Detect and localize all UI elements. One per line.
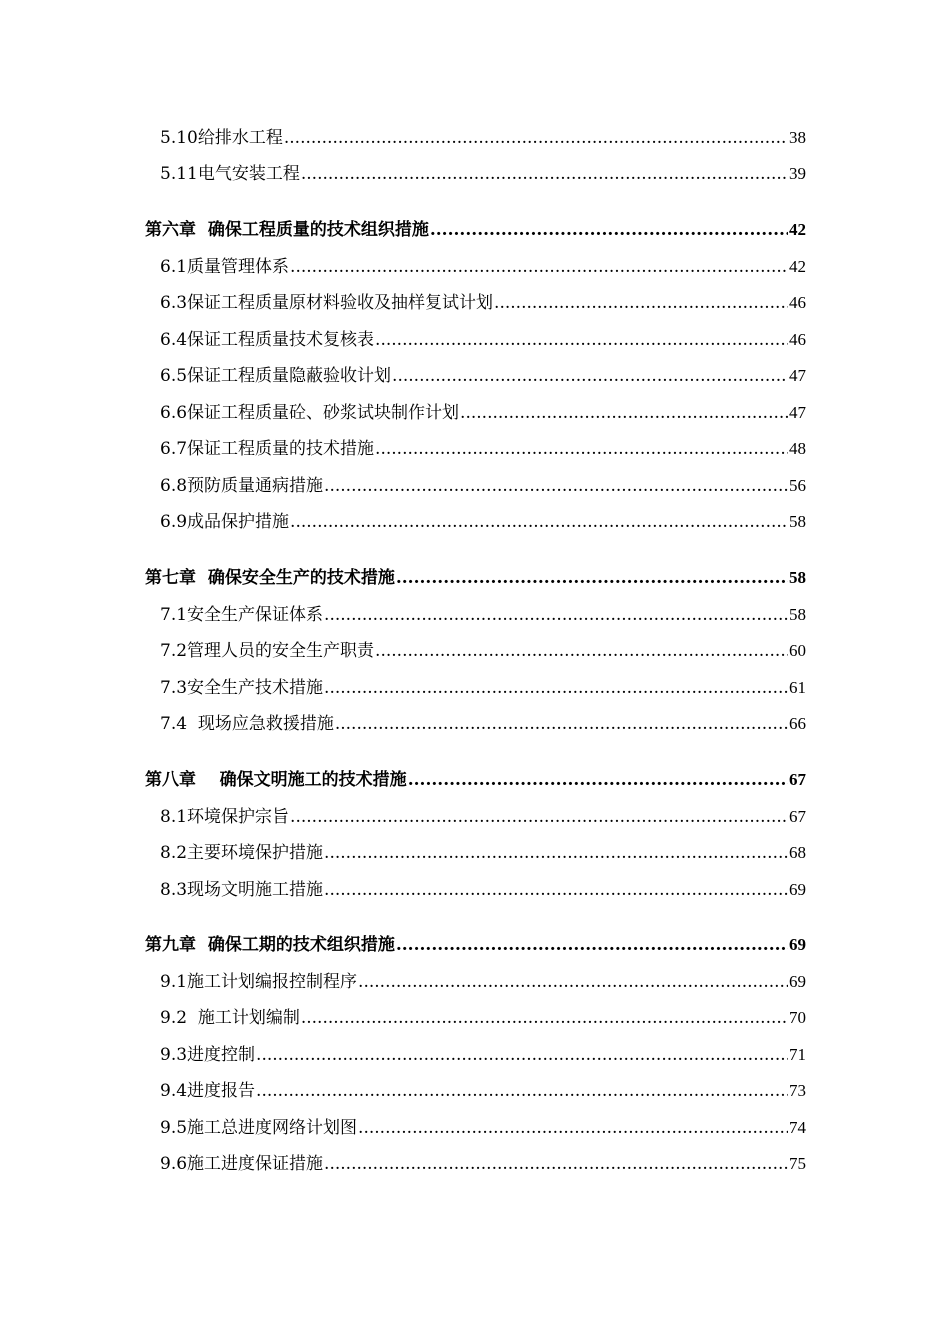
toc-entry-title: 9.6施工进度保证措施 <box>160 1154 324 1174</box>
toc-page-number: 70 <box>789 1008 806 1027</box>
toc-page-number: 58 <box>789 512 806 531</box>
toc-section-entry[interactable] <box>160 510 806 534</box>
toc-page-number: 75 <box>789 1154 806 1173</box>
toc-entry-title: 6.9成品保护措施 <box>160 512 290 532</box>
toc-page-number: 67 <box>789 770 806 789</box>
toc-page-number: 61 <box>789 678 806 697</box>
toc-page-number: 67 <box>789 807 806 826</box>
dot-leader <box>324 1152 788 1176</box>
toc-entry-title: 7.1安全生产保证体系 <box>160 605 324 625</box>
toc-page-number: 42 <box>789 257 806 276</box>
toc-entry-title: 5.10给排水工程 <box>160 128 283 148</box>
toc-section-entry[interactable] <box>160 162 806 186</box>
toc-entry-title: 第八章 确保文明施工的技术措施 <box>145 770 407 790</box>
toc-page-number: 48 <box>789 439 806 458</box>
toc-entry-title: 6.3保证工程质量原材料验收及抽样复试计划 <box>160 293 494 313</box>
dot-leader <box>358 1116 788 1140</box>
toc-section-entry[interactable] <box>160 401 806 425</box>
dot-leader <box>494 291 788 315</box>
toc-entry-title: 6.8预防质量通病措施 <box>160 476 324 496</box>
toc-entry-title: 6.4保证工程质量技术复核表 <box>160 330 375 350</box>
toc-entry-title: 9.3进度控制 <box>160 1045 256 1065</box>
toc-entry-title: 7.4 现场应急救援措施 <box>160 714 334 734</box>
dot-leader <box>408 768 788 792</box>
toc-entry-title: 9.1施工计划编报控制程序 <box>160 972 358 992</box>
toc-page-number: 38 <box>789 128 806 147</box>
toc-page-number: 68 <box>789 843 806 862</box>
toc-section-entry[interactable] <box>160 639 806 663</box>
toc-section-entry[interactable] <box>160 126 806 150</box>
toc-section-entry[interactable] <box>160 291 806 315</box>
toc-chapter-entry[interactable] <box>145 566 806 590</box>
toc-entry-title: 第六章 确保工程质量的技术组织措施 <box>145 220 429 240</box>
toc-entry-title: 第九章 确保工期的技术组织措施 <box>145 935 395 955</box>
dot-leader <box>396 566 788 590</box>
toc-page-number: 56 <box>789 476 806 495</box>
toc-entry-title: 7.2管理人员的安全生产职责 <box>160 641 375 661</box>
dot-leader <box>460 401 788 425</box>
dot-leader <box>396 933 788 957</box>
toc-chapter-entry[interactable] <box>145 218 806 242</box>
toc-page-number: 39 <box>789 164 806 183</box>
toc-entry-title: 6.6保证工程质量砼、砂浆试块制作计划 <box>160 403 460 423</box>
dot-leader <box>375 639 788 663</box>
toc-entry-title: 8.3现场文明施工措施 <box>160 880 324 900</box>
toc-entry-title: 6.5保证工程质量隐蔽验收计划 <box>160 366 392 386</box>
toc-entry-title: 5.11电气安装工程 <box>160 164 300 184</box>
dot-leader <box>284 126 788 150</box>
dot-leader <box>324 474 788 498</box>
toc-page-number: 60 <box>789 641 806 660</box>
toc-entry-title: 第七章 确保安全生产的技术措施 <box>145 568 395 588</box>
dot-leader <box>301 1006 788 1030</box>
toc-section-entry[interactable] <box>160 474 806 498</box>
dot-leader <box>290 805 788 829</box>
toc-section-entry[interactable] <box>160 1079 806 1103</box>
toc-entry-title: 8.1环境保护宗旨 <box>160 807 290 827</box>
toc-section-entry[interactable] <box>160 712 806 736</box>
dot-leader <box>375 328 788 352</box>
toc-section-entry[interactable] <box>160 805 806 829</box>
toc-section-entry[interactable] <box>160 1152 806 1176</box>
dot-leader <box>392 364 788 388</box>
toc-section-entry[interactable] <box>160 1116 806 1140</box>
toc-page-number: 46 <box>789 330 806 349</box>
toc-entry-title: 8.2主要环境保护措施 <box>160 843 324 863</box>
toc-section-entry[interactable] <box>160 1006 806 1030</box>
toc-section-entry[interactable] <box>160 603 806 627</box>
dot-leader <box>324 841 788 865</box>
toc-entry-title: 7.3安全生产技术措施 <box>160 678 324 698</box>
toc-section-entry[interactable] <box>160 676 806 700</box>
toc-page-number: 69 <box>789 935 806 954</box>
toc-entry-title: 9.5施工总进度网络计划图 <box>160 1118 358 1138</box>
dot-leader <box>335 712 788 736</box>
dot-leader <box>324 603 788 627</box>
toc-section-entry[interactable] <box>160 878 806 902</box>
dot-leader <box>375 437 788 461</box>
toc-section-entry[interactable] <box>160 328 806 352</box>
dot-leader <box>290 510 788 534</box>
toc-page-number: 46 <box>789 293 806 312</box>
toc-page-number: 74 <box>789 1118 806 1137</box>
toc-page-number: 47 <box>789 403 806 422</box>
toc-page-number: 47 <box>789 366 806 385</box>
toc-entry-title: 9.4进度报告 <box>160 1081 256 1101</box>
toc-chapter-entry[interactable] <box>145 768 806 792</box>
toc-page-number: 66 <box>789 714 806 733</box>
toc-page-number: 69 <box>789 972 806 991</box>
toc-page-number: 71 <box>789 1045 806 1064</box>
toc-section-entry[interactable] <box>160 364 806 388</box>
toc-section-entry[interactable] <box>160 841 806 865</box>
dot-leader <box>324 676 788 700</box>
toc-entry-title: 6.1质量管理体系 <box>160 257 290 277</box>
dot-leader <box>358 970 788 994</box>
toc-section-entry[interactable] <box>160 255 806 279</box>
dot-leader <box>290 255 788 279</box>
toc-section-entry[interactable] <box>160 970 806 994</box>
dot-leader <box>301 162 788 186</box>
toc-section-entry[interactable] <box>160 1043 806 1067</box>
dot-leader <box>324 878 788 902</box>
toc-page-number: 69 <box>789 880 806 899</box>
toc-entry-title: 9.2 施工计划编制 <box>160 1008 300 1028</box>
toc-section-entry[interactable] <box>160 437 806 461</box>
dot-leader <box>256 1079 788 1103</box>
dot-leader <box>256 1043 788 1067</box>
toc-page-number: 73 <box>789 1081 806 1100</box>
toc-page-number: 58 <box>789 568 806 587</box>
toc-page-number: 42 <box>789 220 806 239</box>
toc-page-number: 58 <box>789 605 806 624</box>
toc-entry-title: 6.7保证工程质量的技术措施 <box>160 439 375 459</box>
toc-chapter-entry[interactable] <box>145 933 806 957</box>
dot-leader <box>430 218 788 242</box>
